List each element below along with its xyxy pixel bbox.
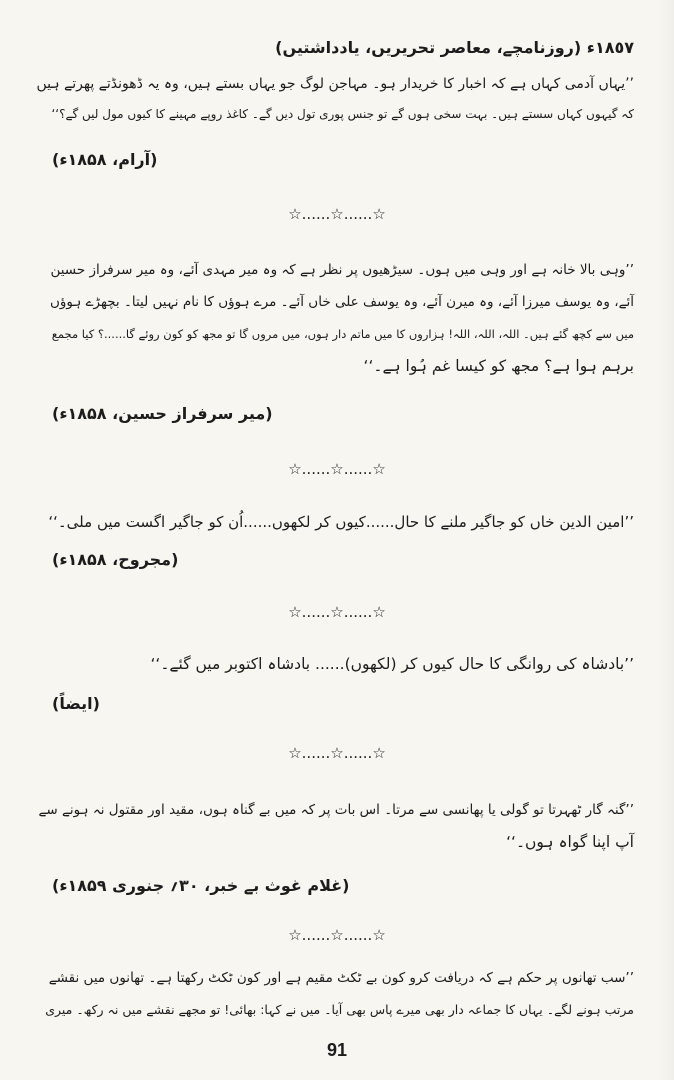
block2-line3: میں سے کچھ گئے ہیں۔ اللہ، اللہ، اللہ! ہزاروں کا میں ماتم دار ہوں، میں مروں گا تو مجھ کو کون روئے گا......؟ کیا مجمع xyxy=(51,327,634,341)
block2-line2: آئے، وہ یوسف میرزا آئے، وہ میرن آئے، وہ یوسف علی خاں آئے۔ مرے ہوؤں کا نام نہیں لیتا۔ بچھڑے ہوؤں xyxy=(50,294,634,310)
block1-line1: ’’یہاں آدمی کہاں ہے کہ اخبار کا خریدار ہو۔ مہاجن لوگ جو یہاں بستے ہیں، وہ یہ ڈھونڈتے پھرتے ہیں xyxy=(36,76,634,92)
block5-source: (غلام غوث بے خبر، ۳۰؍ جنوری ۱۸۵۹ء) xyxy=(52,876,350,895)
block3-source: (مجروح، ۱۸۵۸ء) xyxy=(52,550,179,569)
block2-line4: برہم ہوا ہے؟ مجھ کو کیسا غم ہُوا ہے۔‘‘ xyxy=(363,357,634,375)
separator-stars: ☆......☆......☆ xyxy=(288,460,386,478)
block5-line2: آپ اپنا گواہ ہوں۔‘‘ xyxy=(506,833,634,851)
page-number: 91 xyxy=(326,1040,348,1060)
block2-source: (میر سرفراز حسین، ۱۸۵۸ء) xyxy=(52,404,273,423)
block1-line2: کہ گیہوں کہاں سستے ہیں۔ بہت سخی ہوں گے تو جنس پوری تول دیں گے۔ کاغذ روپے مہینے کا کیوں مول لیں گے؟‘‘ xyxy=(51,107,634,121)
separator-stars: ☆......☆......☆ xyxy=(288,744,386,762)
block5-line1: ’’گنہ گار ٹھہرتا تو گولی یا پھانسی سے مرتا۔ اس بات پر کہ میں بے گناہ ہوں، مقید اور مقتول نہ ہونے سے xyxy=(38,802,634,818)
block1-source: (آرام، ۱۸۵۸ء) xyxy=(52,150,158,169)
block2-line1: ’’وہی بالا خانہ ہے اور وہی میں ہوں۔ سیڑھیوں پر نظر ہے کہ وہ میر مہدی آئے، وہ میر سرفراز حسین xyxy=(50,262,634,278)
running-header: ١٨٥٧ء (روزنامچے، معاصر تحریریں، یادداشتیں) xyxy=(275,38,634,57)
separator-stars: ☆......☆......☆ xyxy=(288,926,386,944)
block4-source: (ایضاً) xyxy=(52,694,100,713)
separator-stars: ☆......☆......☆ xyxy=(288,205,386,223)
block6-line2: مرتب ہونے لگے۔ یہاں کا جماعہ دار بھی میرے پاس بھی آیا۔ میں نے کہا: بھائی! تو مجھے نقشے میں نہ رکھ۔ میری xyxy=(45,1002,634,1017)
block3-line1: ’’امین الدین خاں کو جاگیر ملنے کا حال......کیوں کر لکھوں......اُن کو جاگیر اگست میں ملی۔‘‘ xyxy=(48,513,634,531)
separator-stars: ☆......☆......☆ xyxy=(288,603,386,621)
block4-line1: ’’بادشاہ کی روانگی کا حال کیوں کر (لکھوں)...... بادشاہ اکتوبر میں گئے۔‘‘ xyxy=(150,655,634,673)
page-edge-shadow xyxy=(658,0,674,1080)
block6-line1: ’’سب تھانوں پر حکم ہے کہ دریافت کرو کون بے ٹکٹ مقیم ہے اور کون ٹکٹ رکھتا ہے۔ تھانوں میں نقشے xyxy=(48,970,634,986)
